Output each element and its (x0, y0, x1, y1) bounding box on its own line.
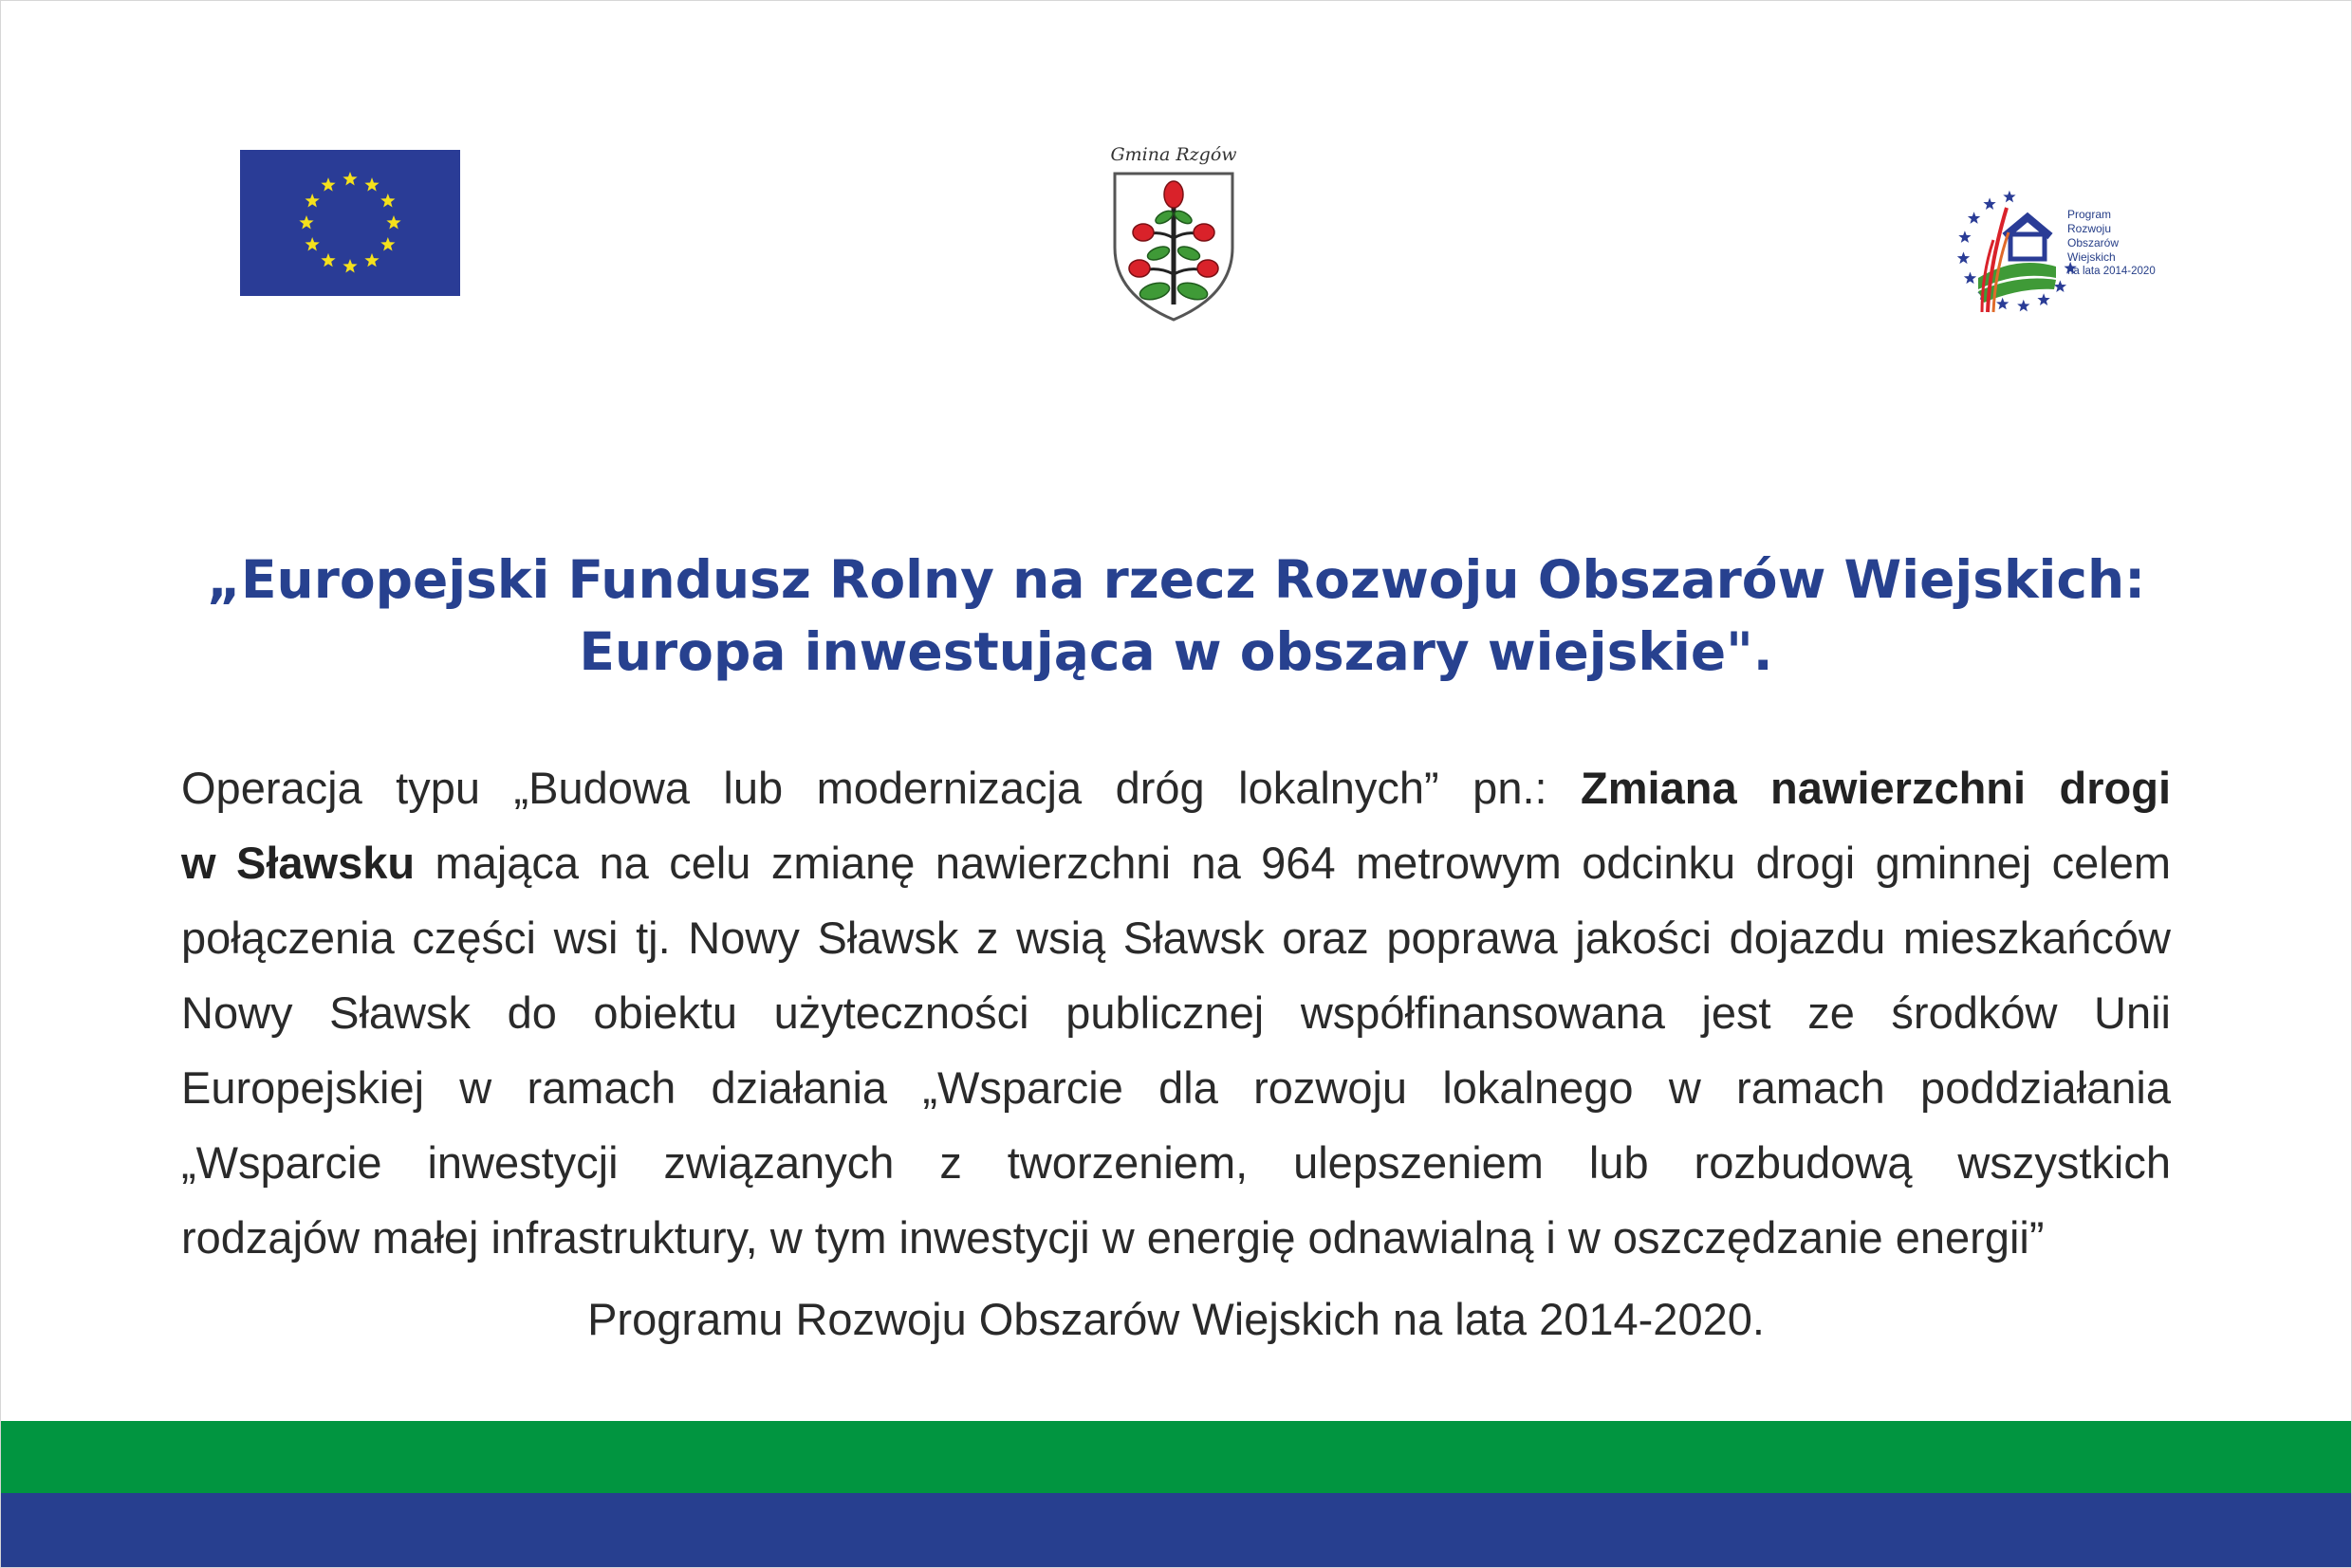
heading-line-2: Europa inwestująca w obszary wiejskie". (579, 621, 1773, 682)
gmina-caption: Gmina Rzgów (1110, 144, 1237, 165)
fund-heading (115, 544, 2237, 688)
eu-flag-logo (240, 150, 460, 296)
body-line-1 (181, 750, 2171, 825)
prow-star-icon (1957, 251, 1970, 264)
prow-logo (1950, 179, 2183, 314)
prow-star-icon (2003, 191, 2015, 203)
prow-line-4: Wiejskich (2067, 250, 2116, 264)
prow-star-icon (2037, 293, 2049, 305)
program-line: Programu Rozwoju Obszarów Wiejskich na lata 2014-2020. (587, 1294, 1765, 1344)
prow-star-icon (1958, 231, 1971, 243)
prow-emblem-icon (1950, 179, 2083, 314)
body-line-7: rodzajów małej infrastruktury, w tym inwestycji w energię odnawialną i w oszczędzanie energii” (181, 1212, 2045, 1263)
prow-line-1: Program (2067, 208, 2112, 221)
body-line-2 (181, 825, 2171, 900)
prow-line-2: Rozwoju (2067, 222, 2112, 235)
operation-description (181, 750, 2171, 1275)
prow-star-icon (1968, 212, 1980, 224)
prow-line-3: Obszarów (2067, 236, 2120, 249)
blue-stripe (1, 1493, 2351, 1567)
prow-star-icon (2054, 280, 2066, 292)
body-line-3: połączenia części wsi tj. Nowy Sławsk z wsią Sławsk oraz poprawa jakości dojazdu mieszkańców (181, 913, 2171, 963)
prow-star-icon (1996, 298, 2009, 310)
prow-star-icon (1983, 197, 1995, 210)
prow-years: na lata 2014-2020 (2067, 266, 2156, 277)
operation-title-part-1: Zmiana nawierzchni drogi (1581, 763, 2172, 813)
body-line-5: Europejskiej w ramach działania „Wsparcie dla rozwoju lokalnego w ramach poddziałania (181, 1062, 2171, 1113)
prow-star-icon (2017, 300, 2029, 312)
prow-star-icon (1964, 272, 1976, 285)
body-line-6: „Wsparcie inwestycji związanych z tworzeniem, ulepszeniem lub rozbudową wszystkich (181, 1137, 2171, 1188)
body-line-2-text: mająca na celu zmianę nawierzchni na 964 metrowym odcinku drogi gminnej celem (435, 838, 2171, 888)
gmina-coat-of-arms-icon (1098, 143, 1250, 323)
prow-text (2067, 208, 2183, 279)
heading-line-1: „Europejski Fundusz Rolny na rzecz Rozwoju Obszarów Wiejskich: (206, 549, 2146, 610)
body-line-4: Nowy Sławsk do obiektu użyteczności publicznej współfinansowana jest ze środków Unii (181, 987, 2171, 1038)
body-line-1-text: Operacja typu „Budowa lub modernizacja dróg lokalnych” pn.: (181, 763, 1547, 813)
green-stripe (1, 1421, 2351, 1493)
operation-title-part-2: w Sławsku (181, 838, 416, 888)
